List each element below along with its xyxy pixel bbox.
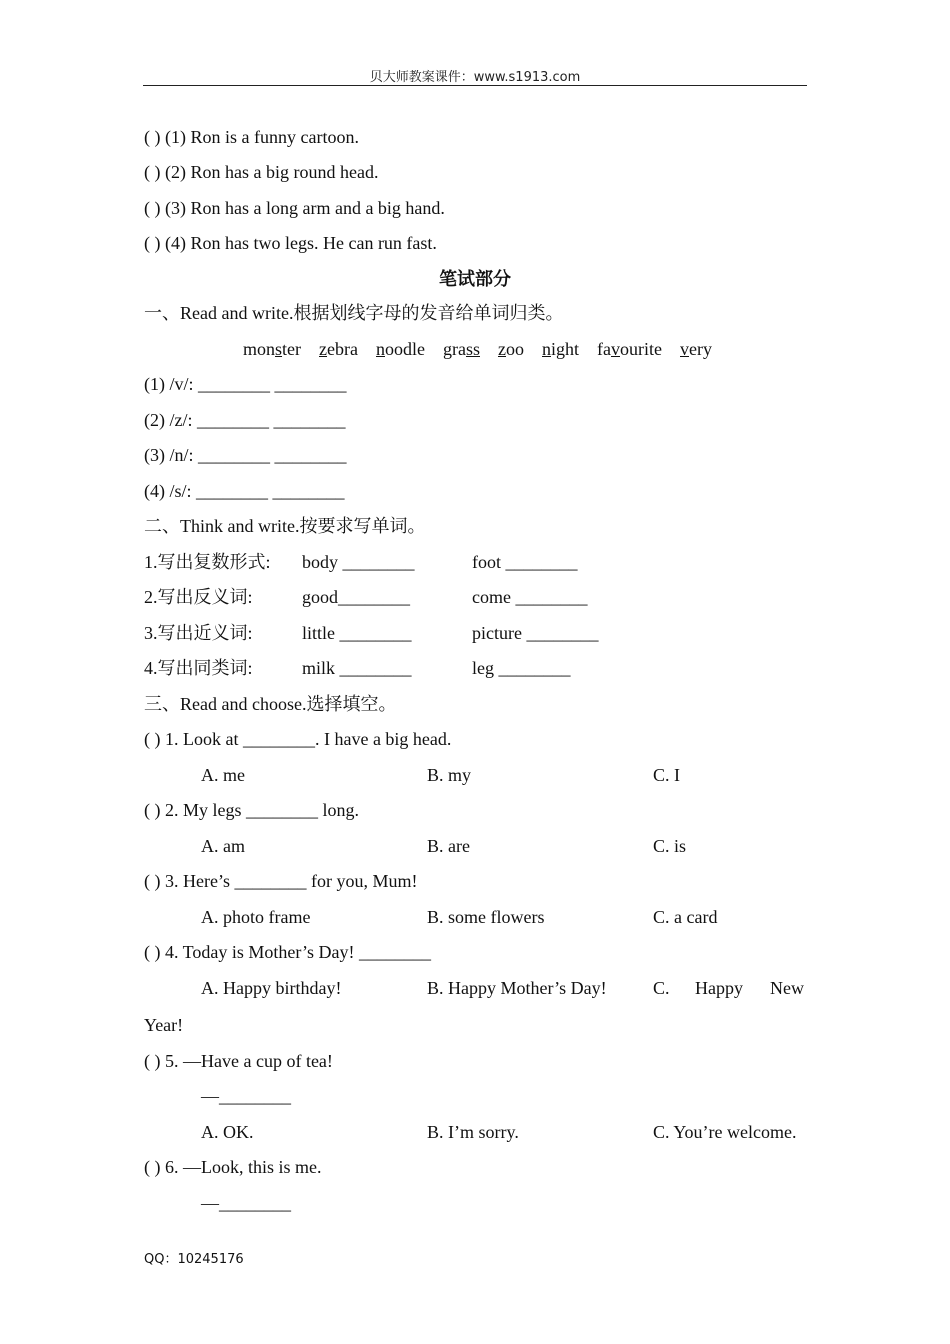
- word: grass: [443, 339, 480, 359]
- part2-row-a: good________: [302, 587, 410, 607]
- word: monster: [243, 339, 302, 359]
- option-b: B. are: [427, 836, 470, 856]
- part2-title: 二、Think and write.按要求写单词。: [144, 516, 426, 536]
- part2-row-b: leg ________: [472, 658, 571, 678]
- option-b: B. my: [427, 765, 472, 785]
- sound-item-z: (2) /z/: ________ ________: [144, 410, 346, 430]
- question-6-stem: ( ) 6. —Look, this is me.: [144, 1157, 322, 1177]
- word: noodle: [376, 339, 425, 359]
- question-5-stem: ( ) 5. —Have a cup of tea!: [144, 1051, 333, 1071]
- option-c-continuation: Year!: [144, 1015, 184, 1035]
- word: very: [680, 339, 712, 359]
- option-c: C. I: [653, 765, 680, 785]
- page-footer: QQ：10245176: [144, 1252, 244, 1267]
- section-title: 笔试部分: [439, 269, 511, 289]
- option-c-word: New: [770, 978, 804, 998]
- option-a: A. OK.: [201, 1122, 254, 1142]
- question-1-stem: ( ) 1. Look at ________. I have a big head.: [144, 729, 452, 749]
- sound-item-n: (3) /n/: ________ ________: [144, 445, 347, 465]
- word: zoo: [498, 339, 524, 359]
- part3-title: 三、Read and choose.选择填空。: [144, 694, 397, 714]
- part2-row-b: picture ________: [472, 623, 599, 643]
- option-b: B. some flowers: [427, 907, 545, 927]
- answer-blank: —________: [201, 1086, 291, 1106]
- part2-row-label: 2.写出反义词:: [144, 587, 253, 607]
- judge-item-1: ( ) (1) Ron is a funny cartoon.: [144, 127, 359, 147]
- option-b: B. I’m sorry.: [427, 1122, 519, 1142]
- option-c-word: Happy: [695, 978, 743, 998]
- option-a: A. Happy birthday!: [201, 978, 342, 998]
- option-a: A. me: [201, 765, 245, 785]
- question-2-stem: ( ) 2. My legs ________ long.: [144, 800, 359, 820]
- option-c: C. You’re welcome.: [653, 1122, 797, 1142]
- judge-item-3: ( ) (3) Ron has a long arm and a big hand.: [144, 198, 445, 218]
- question-4-stem: ( ) 4. Today is Mother’s Day! ________: [144, 942, 432, 962]
- part2-row-label: 4.写出同类词:: [144, 658, 253, 678]
- part2-row-b: come ________: [472, 587, 588, 607]
- option-b: B. Happy Mother’s Day!: [427, 978, 607, 998]
- word-list: [243, 338, 712, 360]
- page-header: 贝大师教案课件：www.s1913.com: [369, 70, 581, 85]
- word: favourite: [597, 339, 662, 359]
- sound-item-s: (4) /s/: ________ ________: [144, 481, 345, 501]
- part2-row-b: foot ________: [472, 552, 578, 572]
- option-c-prefix: C.: [653, 978, 670, 998]
- part2-row-label: 3.写出近义词:: [144, 623, 253, 643]
- part2-row-a: body ________: [302, 552, 415, 572]
- part1-title: 一、Read and write.根据划线字母的发音给单词归类。: [144, 303, 564, 323]
- option-c: C. a card: [653, 907, 718, 927]
- word: zebra: [319, 339, 358, 359]
- word: night: [542, 339, 580, 359]
- part2-row-label: 1.写出复数形式:: [144, 552, 271, 572]
- question-3-stem: ( ) 3. Here’s ________ for you, Mum!: [144, 871, 418, 891]
- sound-item-v: (1) /v/: ________ ________: [144, 374, 347, 394]
- answer-blank: —________: [201, 1193, 291, 1213]
- option-a: A. am: [201, 836, 245, 856]
- judge-item-2: ( ) (2) Ron has a big round head.: [144, 162, 379, 182]
- part2-row-a: little ________: [302, 623, 412, 643]
- header-divider: [143, 85, 807, 86]
- part2-row-a: milk ________: [302, 658, 412, 678]
- judge-item-4: ( ) (4) Ron has two legs. He can run fast.: [144, 233, 437, 253]
- option-a: A. photo frame: [201, 907, 311, 927]
- option-c: C. is: [653, 836, 687, 856]
